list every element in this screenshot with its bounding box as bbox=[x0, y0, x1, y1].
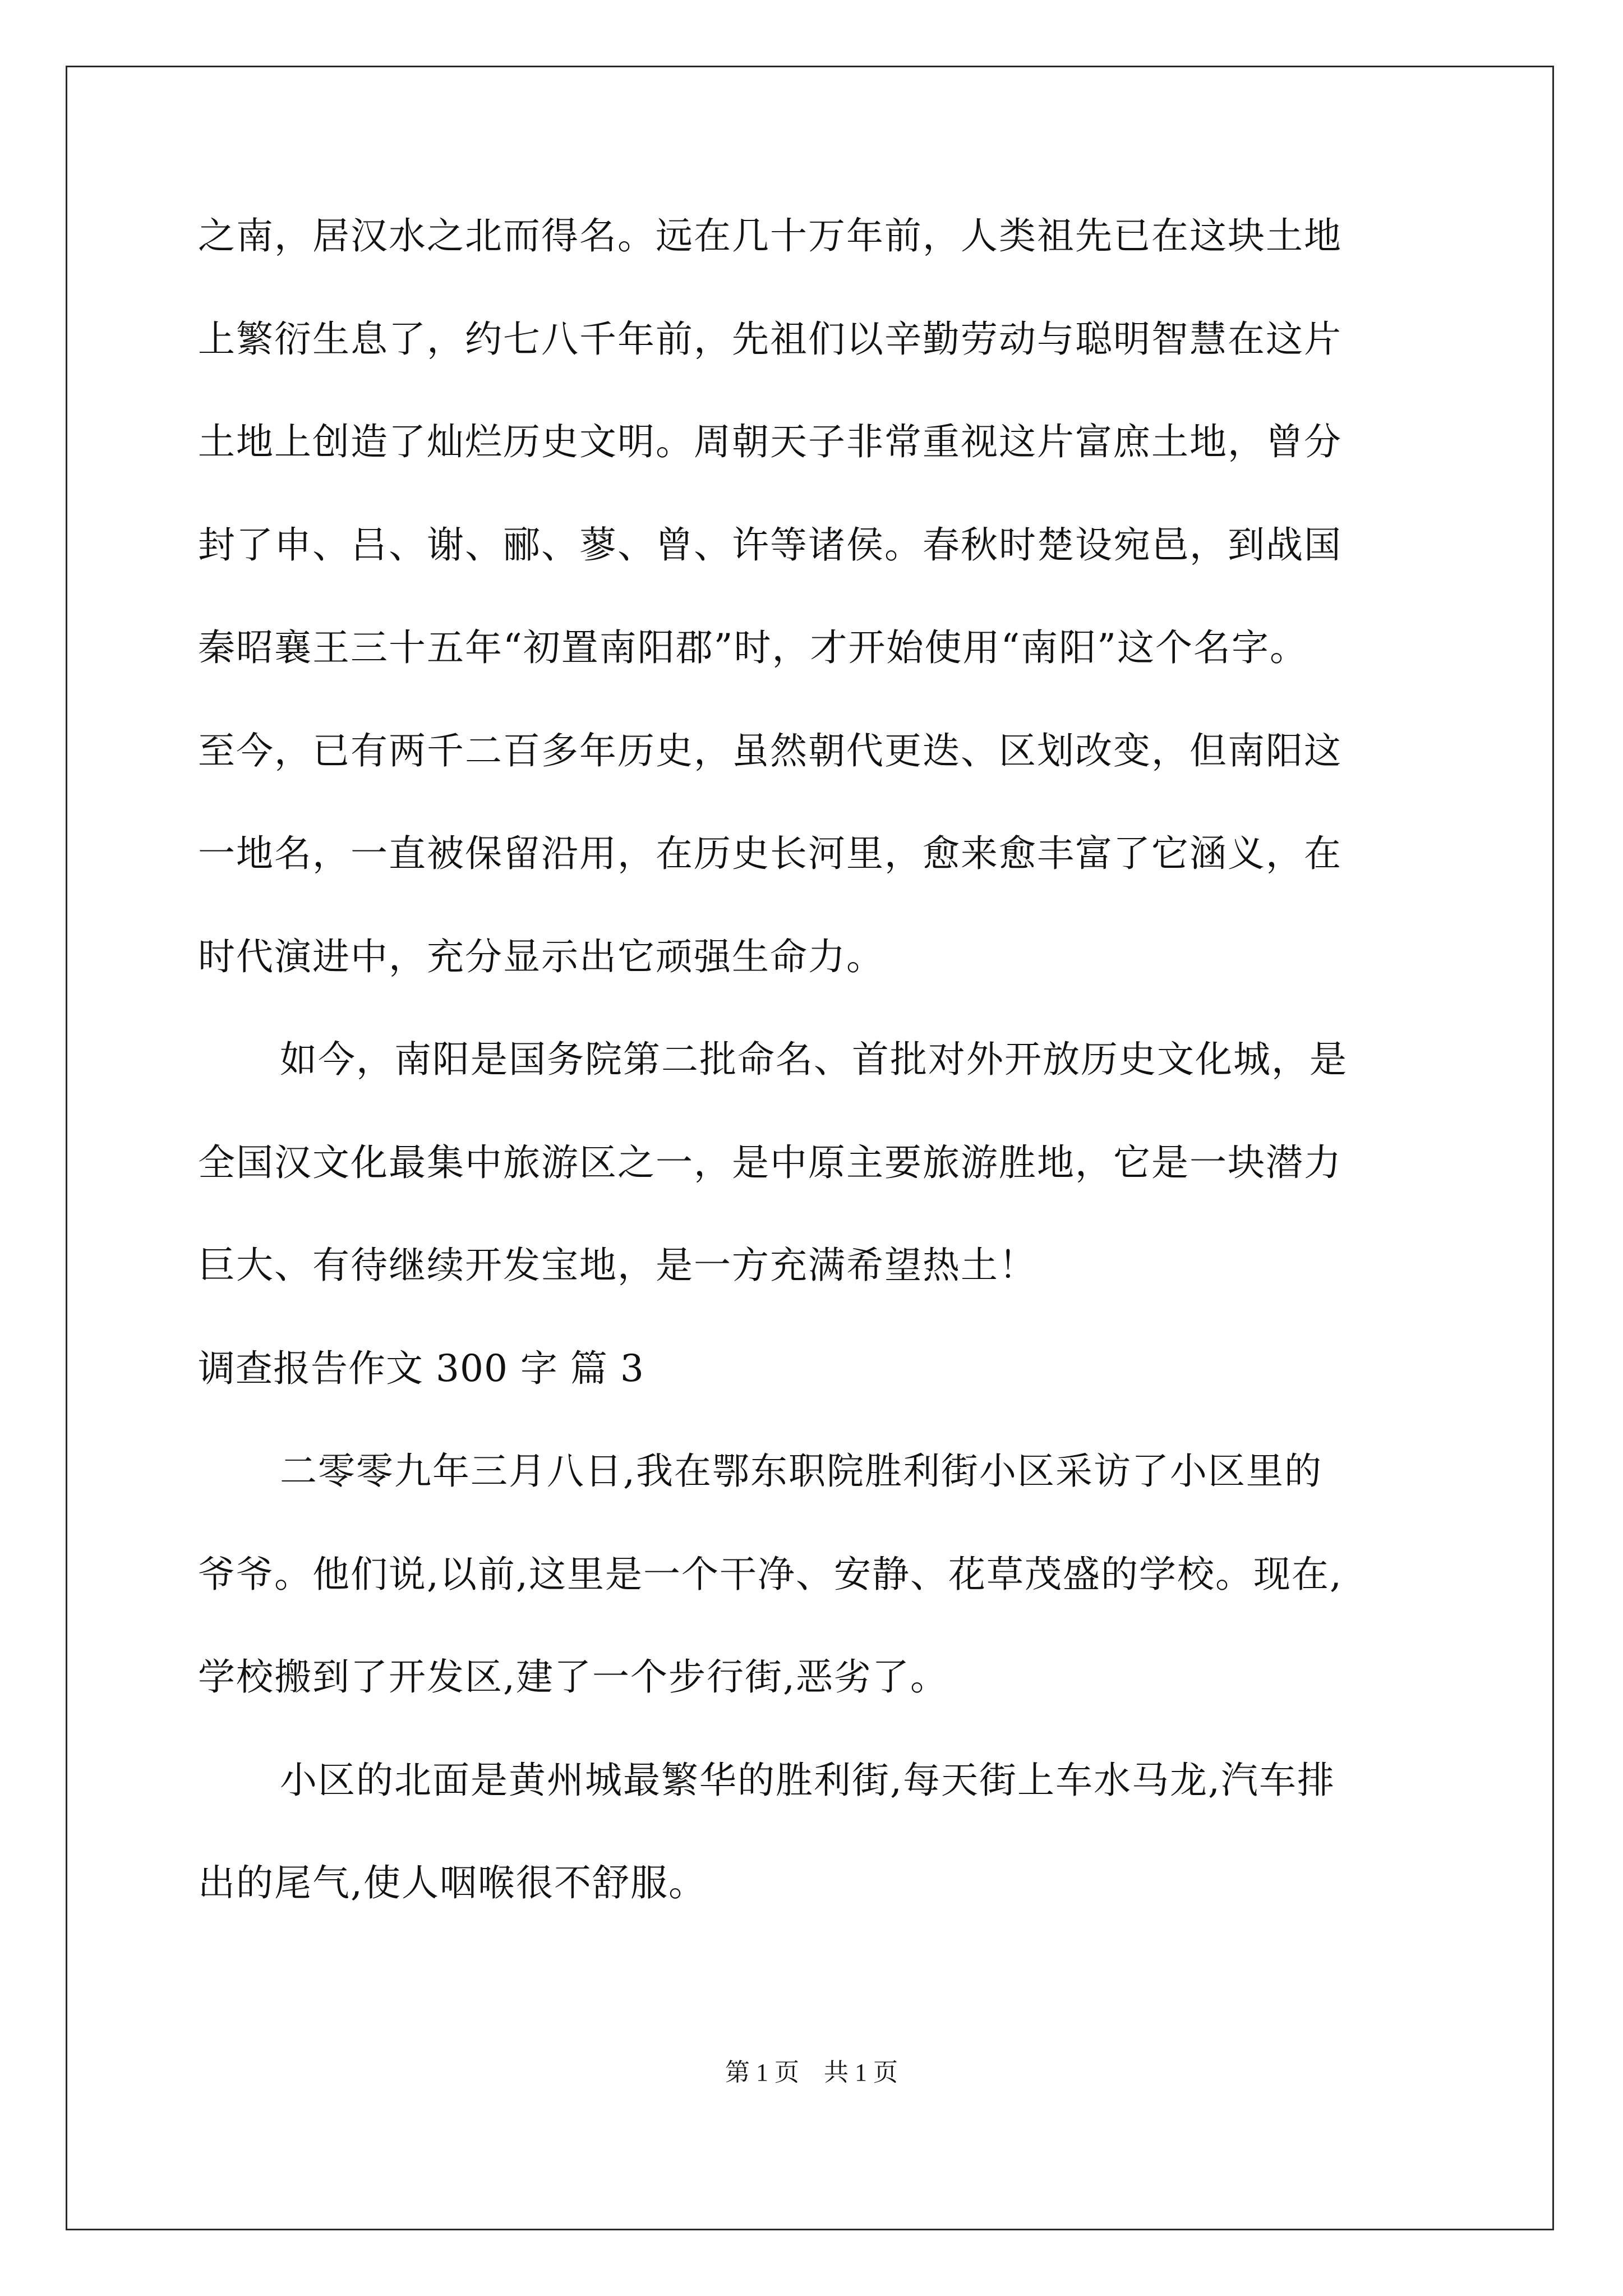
paragraph-line: 爷爷。他们说,以前,这里是一个干净、安静、花草茂盛的学校。现在, bbox=[198, 1552, 1343, 1596]
paragraph-line: 秦昭襄王三十五年“初置南阳郡”时，才开始使用“南阳”这个名字。 bbox=[198, 626, 1308, 669]
paragraph-line: 学校搬到了开发区,建了一个步行街,恶劣了。 bbox=[198, 1655, 948, 1699]
paragraph-line: 至今，已有两千二百多年历史，虽然朝代更迭、区划改变，但南阳这 bbox=[198, 729, 1342, 772]
paragraph-line: 出的尾气,使人咽喉很不舒服。 bbox=[198, 1861, 707, 1904]
paragraph-line: 一地名，一直被保留沿用，在历史长河里，愈来愈丰富了它涵义，在 bbox=[198, 832, 1342, 875]
paragraph-line: 时代演进中，充分显示出它顽强生命力。 bbox=[198, 935, 884, 978]
paragraph-line: 上繁衍生息了，约七八千年前，先祖们以辛勤劳动与聪明智慧在这片 bbox=[198, 317, 1342, 361]
paragraph-line: 如今，南阳是国务院第二批命名、首批对外开放历史文化城，是 bbox=[280, 1038, 1348, 1081]
paragraph-line: 封了申、吕、谢、郦、蓼、曾、许等诸侯。春秋时楚设宛邑，到战国 bbox=[198, 523, 1342, 567]
paragraph-line: 二零零九年三月八日,我在鄂东职院胜利街小区采访了小区里的 bbox=[280, 1450, 1322, 1493]
section-heading: 调查报告作文 300 字 篇 3 bbox=[198, 1346, 644, 1390]
page-footer: 第 1 页 共 1 页 bbox=[725, 2059, 898, 2086]
paragraph-line: 巨大、有待继续开发宝地，是一方充满希望热土！ bbox=[198, 1244, 1037, 1287]
paragraph-line: 小区的北面是黄州城最繁华的胜利街,每天街上车水马龙,汽车排 bbox=[280, 1758, 1335, 1802]
paragraph-line: 之南，居汉水之北而得名。远在几十万年前，人类祖先已在这块土地 bbox=[198, 214, 1342, 257]
paragraph-line: 全国汉文化最集中旅游区之一，是中原主要旅游胜地，它是一块潜力 bbox=[198, 1140, 1342, 1184]
document-body bbox=[198, 214, 1432, 1968]
paragraph-line: 土地上创造了灿烂历史文明。周朝天子非常重视这片富庶土地，曾分 bbox=[198, 420, 1342, 463]
